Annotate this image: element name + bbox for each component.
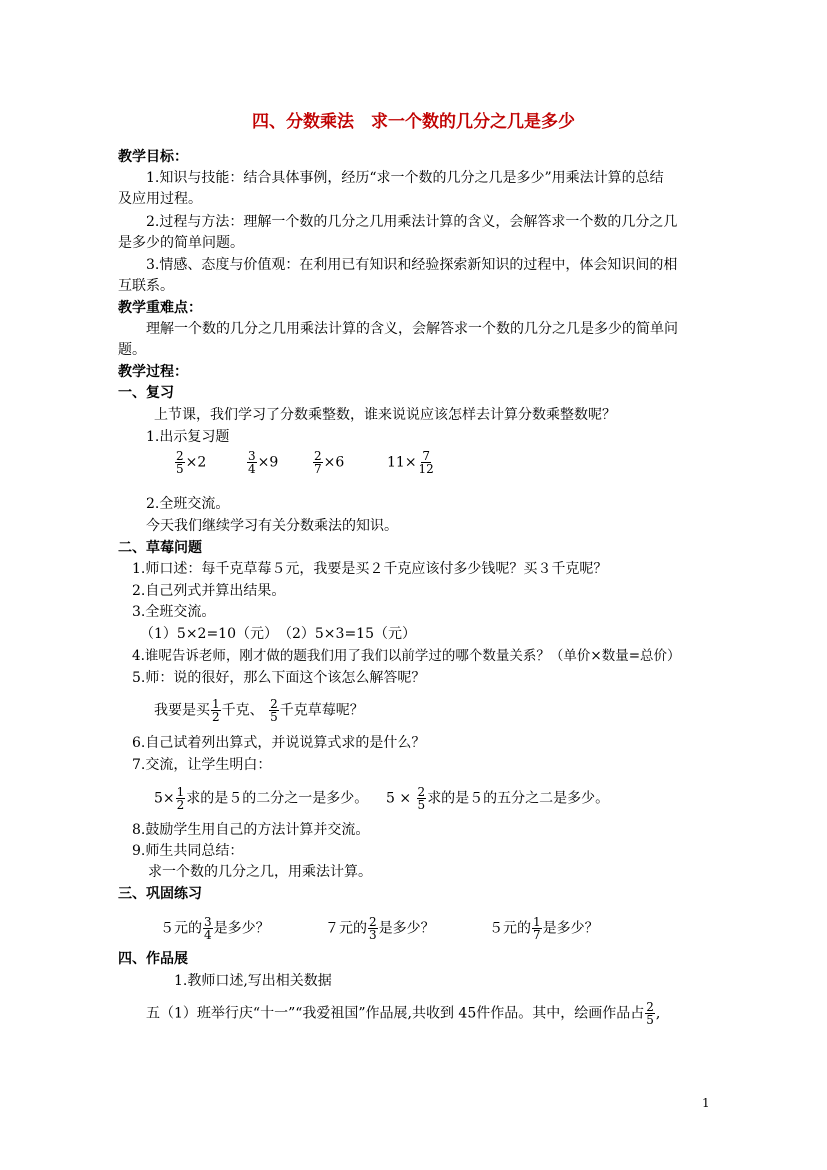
- section-2-item-6: 6.自己试着列出算式，并说说算式求的是什么？: [132, 735, 426, 751]
- goal-3-line-1: 3.情感、态度与价值观：在利用已有知识和经验探索新知识的过程中，体会知识间的相: [146, 257, 678, 273]
- key-line-2: 题。: [118, 342, 146, 358]
- section-2-item-3-answers: （1）5×2=10（元） （2）5×3=15（元）: [140, 626, 416, 642]
- goal-1-line-2: 及应用过程。: [118, 191, 202, 207]
- key-line-1: 理解一个数的几分之几用乘法计算的含义，会解答求一个数的几分之几是多少的简单问: [146, 321, 678, 337]
- practice-question-3: ５元的 $\frac{1}{7}$ 是多少？: [489, 915, 599, 942]
- goal-2-line-2: 是多少的简单问题。: [118, 235, 244, 251]
- page-title: 四、分数乘法 求一个数的几分之几是多少: [252, 112, 575, 132]
- fraction: $\frac{3}{4}$: [204, 915, 212, 942]
- fraction: $\frac{2}{5}$: [646, 1000, 654, 1027]
- section-2-item-3: 3.全班交流。: [132, 604, 216, 620]
- section-2-item-4: 4.谁呢告诉老师，刚才做的题我们用了我们以前学过的哪个数量关系？（单价×数量=总价）: [132, 648, 681, 664]
- key-heading: 教学重难点：: [118, 300, 202, 316]
- process-heading: 教学过程：: [118, 364, 188, 380]
- section-1-item-1: 1.出示复习题: [146, 429, 230, 445]
- section-2-item-7-explanation-2: 5 × $\frac{2}{5}$ 求的是５的五分之二是多少。: [386, 785, 610, 812]
- section-1-item-2: 2.全班交流。: [146, 496, 230, 512]
- goals-heading: 教学目标：: [118, 149, 188, 165]
- section-2-item-5-question: 我要是买 $\frac{1}{2}$ 千克、 $\frac{2}{5}$ 千克草莓呢？: [154, 697, 364, 724]
- practice-question-1: ５元的 $\frac{3}{4}$ 是多少？: [160, 915, 270, 942]
- section-2-summary: 求一个数的几分之几，用乘法计算。: [148, 864, 372, 880]
- fraction: $\frac{2}{7}$: [314, 449, 322, 476]
- fraction: $\frac{1}{2}$: [176, 785, 185, 812]
- fraction: $\frac{2}{5}$: [270, 697, 278, 724]
- fraction: $\frac{1}{2}$: [212, 697, 220, 724]
- fraction: $\frac{2}{5}$: [417, 785, 426, 812]
- section-4-item-2: 五（1）班举行庆“十一”“我爱祖国”作品展,共收到 45件作品。其中，绘画作品占 $\frac{2}{5}$ ,: [146, 1000, 661, 1027]
- section-2-item-1: 1.师口述：每千克草莓５元，我要是买２千克应该付多少钱呢？买３千克呢？: [132, 561, 608, 577]
- review-expr-1: $\frac{2}{5}$ ×2: [176, 449, 207, 476]
- section-1-intro: 上节课，我们学习了分数乘整数，谁来说说应该怎样去计算分数乘整数呢？: [154, 407, 616, 423]
- review-expr-2: $\frac{3}{4}$ ×9: [248, 449, 279, 476]
- goal-1-line-1: 1.知识与技能：结合具体事例，经历“求一个数的几分之几是多少”用乘法计算的总结: [146, 170, 664, 186]
- review-expr-4: 11× $\frac{7}{12}$: [387, 449, 434, 476]
- fraction: $\frac{2}{5}$: [176, 449, 184, 476]
- section-2-item-7: 7.交流，让学生明白：: [132, 757, 272, 773]
- section-3-heading: 三、巩固练习: [118, 886, 202, 902]
- fraction: $\frac{3}{4}$: [248, 449, 256, 476]
- goal-3-line-2: 互联系。: [118, 278, 174, 294]
- section-2-item-2: 2.自己列式并算出结果。: [132, 583, 286, 599]
- section-2-item-8: 8.鼓励学生用自己的方法计算并交流。: [132, 822, 370, 838]
- fraction: $\frac{7}{12}$: [418, 449, 434, 476]
- page-number: 1: [702, 1096, 710, 1110]
- fraction: $\frac{1}{7}$: [533, 915, 541, 942]
- fraction: $\frac{2}{3}$: [369, 915, 377, 942]
- section-2-heading: 二、草莓问题: [118, 540, 202, 556]
- section-2-item-7-explanation: 5× $\frac{1}{2}$ 求的是５的二分之一是多少。: [154, 785, 369, 812]
- section-1-heading: 一、复习: [118, 385, 174, 401]
- section-2-item-9: 9.师生共同总结：: [132, 843, 244, 859]
- section-1-item-3: 今天我们继续学习有关分数乘法的知识。: [146, 518, 398, 534]
- section-4-heading: 四、作品展: [118, 951, 188, 967]
- practice-question-2: ７元的 $\frac{2}{3}$ 是多少？: [325, 915, 435, 942]
- goal-2-line-1: 2.过程与方法：理解一个数的几分之几用乘法计算的含义，会解答求一个数的几分之几: [146, 214, 678, 230]
- section-4-item-1: 1.教师口述,写出相关数据: [174, 973, 332, 989]
- review-expr-3: $\frac{2}{7}$ ×6: [314, 449, 345, 476]
- section-2-item-5: 5.师：说的很好，那么下面这个该怎么解答呢？: [132, 670, 426, 686]
